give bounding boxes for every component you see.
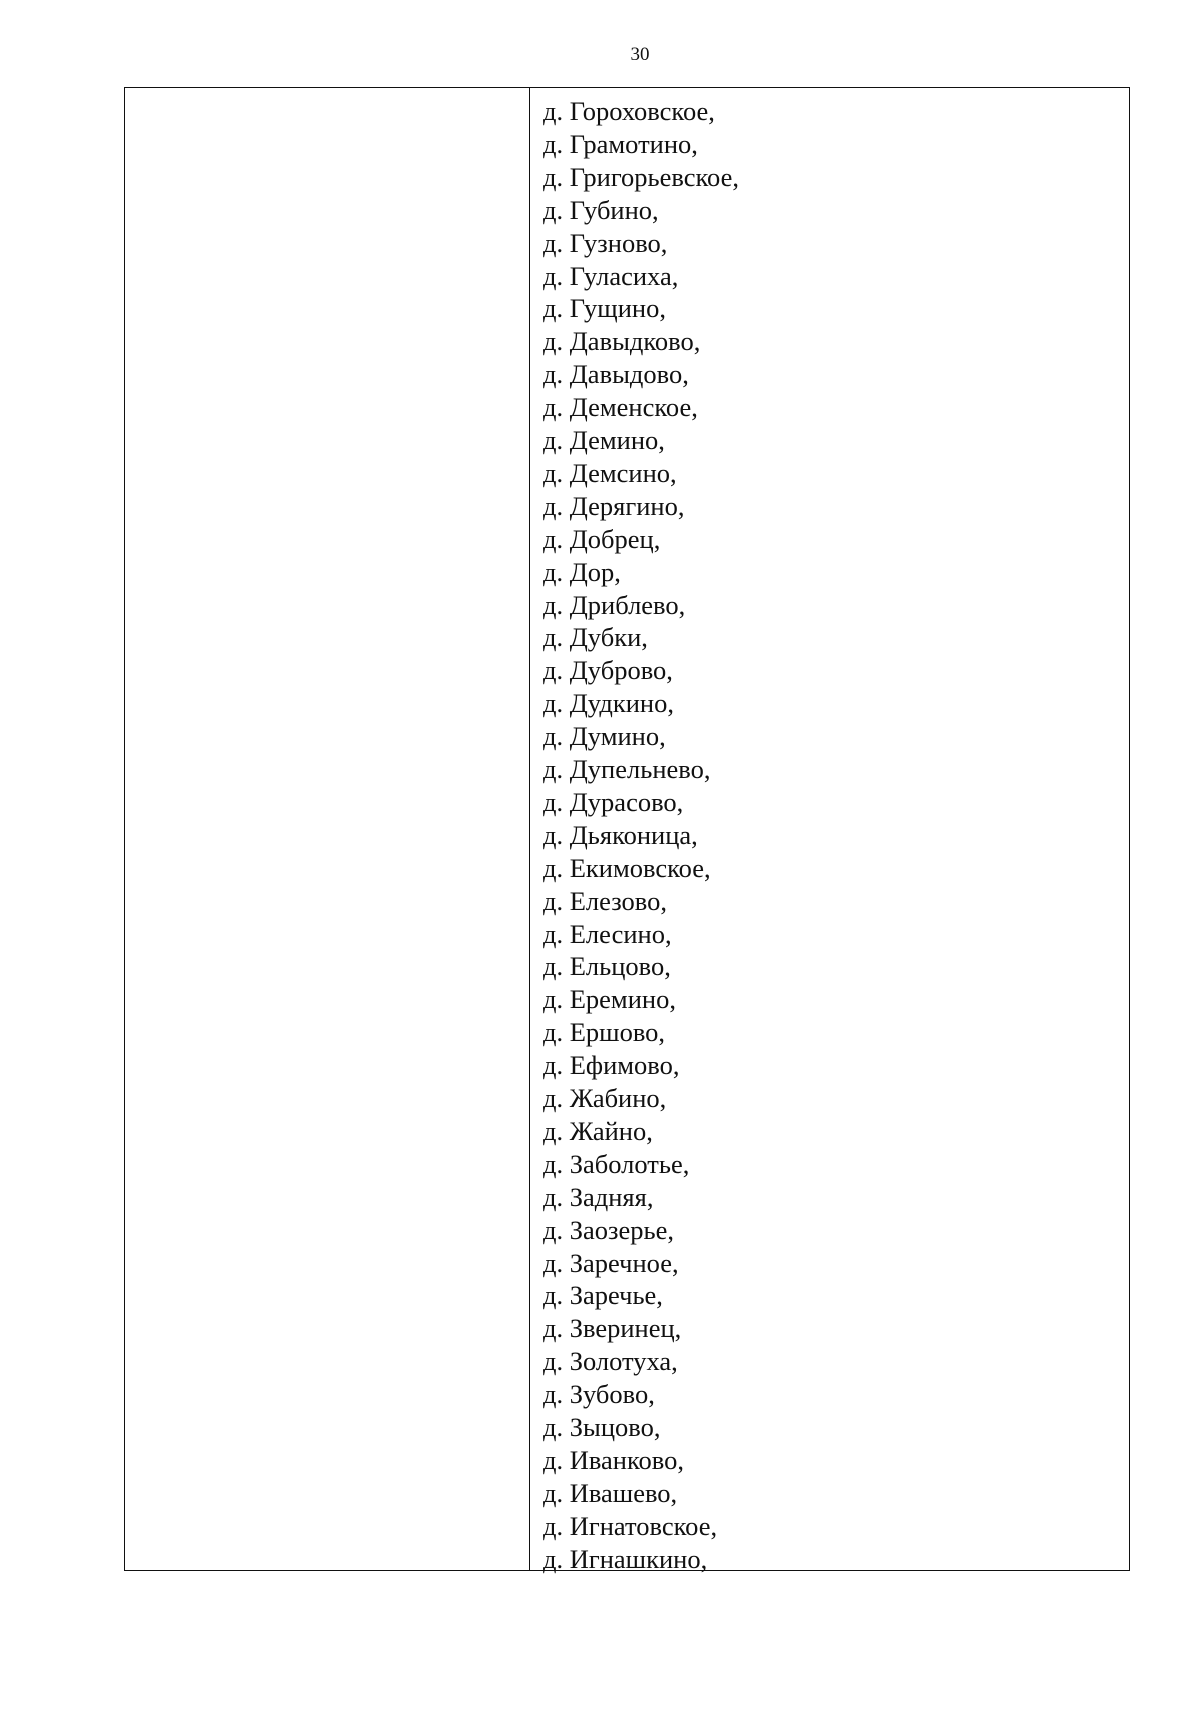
settlement-list-item: д. Заозерье, bbox=[543, 1214, 674, 1245]
settlement-list-item: д. Грамотино, bbox=[543, 128, 698, 159]
settlement-list-item: д. Зубово, bbox=[543, 1379, 655, 1410]
settlement-list-item: д. Демсино, bbox=[543, 457, 677, 488]
settlement-list-item: д. Жабино, bbox=[543, 1083, 667, 1113]
settlement-list-item: д. Иванково, bbox=[543, 1444, 684, 1475]
settlement-list-item: д. Дьяконица, bbox=[543, 819, 698, 850]
settlement-list-item: д. Еремино, bbox=[543, 984, 676, 1015]
settlement-list-item: д. Задняя, bbox=[543, 1181, 654, 1212]
settlement-list-item: д. Ельцово, bbox=[543, 951, 671, 982]
settlement-list-item: д. Дудкино, bbox=[543, 688, 674, 719]
settlement-list-item: д. Зыцово, bbox=[543, 1412, 661, 1442]
settlement-list-item: д. Дубки, bbox=[543, 622, 648, 653]
settlement-list-item: д. Давыдково, bbox=[543, 326, 701, 357]
settlement-list-item: д. Дриблево, bbox=[543, 589, 686, 620]
settlement-list-item: д. Гороховское, bbox=[543, 96, 715, 126]
settlement-list-item: д. Елезово, bbox=[543, 885, 667, 916]
settlement-list-item: д. Губино, bbox=[543, 194, 659, 225]
settlement-list-item: д. Игнашкино, bbox=[543, 1543, 708, 1574]
settlement-list-item: д. Гузново, bbox=[543, 227, 668, 258]
settlement-list-item: д. Гущино, bbox=[543, 293, 666, 324]
page-number: 30 bbox=[630, 44, 650, 65]
settlement-list-item: д. Гуласиха, bbox=[543, 260, 679, 291]
settlement-list-item: д. Демино, bbox=[543, 425, 665, 455]
settlement-list-item: д. Ефимово, bbox=[543, 1050, 680, 1081]
settlement-list-item: д. Думино, bbox=[543, 721, 666, 752]
settlement-list-item: д. Золотуха, bbox=[543, 1346, 678, 1377]
settlement-list-item: д. Дор, bbox=[543, 556, 621, 587]
settlement-list-item: д. Екимовское, bbox=[543, 852, 711, 883]
settlement-list-item: д. Дерягино, bbox=[543, 490, 685, 521]
table-left-cell bbox=[125, 88, 530, 1570]
settlement-list-item: д. Заболотье, bbox=[543, 1148, 690, 1179]
settlement-list-item: д. Дуброво, bbox=[543, 655, 673, 686]
settlement-list-item: д. Заречное, bbox=[543, 1247, 679, 1278]
settlements-table bbox=[124, 87, 1130, 1574]
settlement-list-item: д. Дурасово, bbox=[543, 786, 684, 817]
settlement-list-item: д. Дупельнево, bbox=[543, 754, 711, 784]
settlement-list-item: д. Жайно, bbox=[543, 1115, 653, 1146]
settlement-list-item: д. Добрец, bbox=[543, 523, 661, 554]
settlement-list-item: д. Ивашево, bbox=[543, 1477, 678, 1508]
settlement-list-item: д. Григорьевское, bbox=[543, 161, 739, 192]
settlement-list-item: д. Ершово, bbox=[543, 1017, 666, 1048]
settlement-list-item: д. Зверинец, bbox=[543, 1313, 682, 1344]
settlement-list-item: д. Деменское, bbox=[543, 392, 698, 423]
settlement-list-item: д. Давыдово, bbox=[543, 359, 689, 390]
settlement-list-item: д. Заречье, bbox=[543, 1280, 663, 1311]
settlement-list-item: д. Елесино, bbox=[543, 918, 672, 949]
settlement-list-item: д. Игнатовское, bbox=[543, 1510, 718, 1541]
